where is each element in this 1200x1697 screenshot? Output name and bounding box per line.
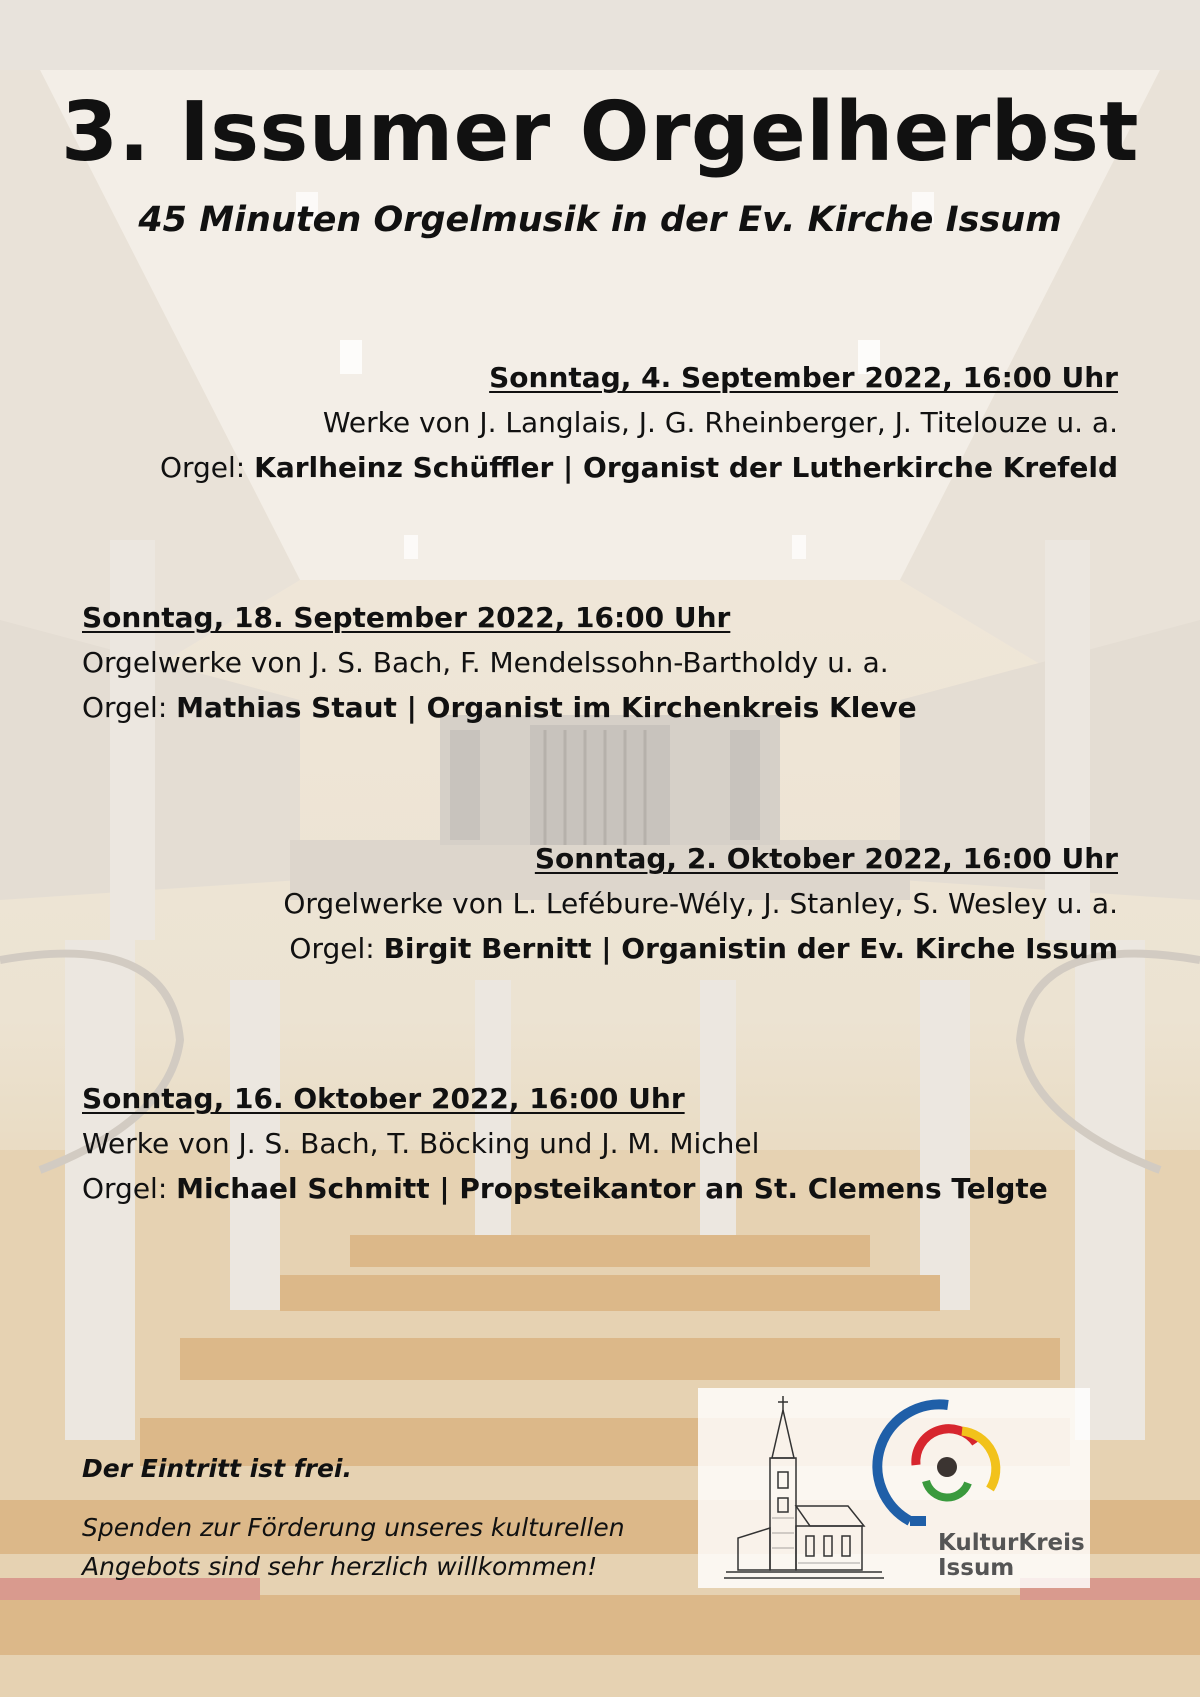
organ-label: Orgel: xyxy=(289,932,384,965)
event-date: Sonntag, 16. Oktober 2022, 16:00 Uhr xyxy=(82,1082,685,1115)
event-4 xyxy=(82,1076,1122,1211)
organ-label: Orgel: xyxy=(82,691,177,724)
event-3 xyxy=(78,836,1118,971)
donation-note xyxy=(82,1508,722,1586)
logo-name-line: KulturKreis xyxy=(938,1530,1085,1556)
donation-line: Spenden zur Förderung unseres kulturellen xyxy=(82,1513,625,1542)
event-works: Werke von J. S. Bach, T. Böcking und J. M. Michel xyxy=(82,1127,760,1160)
logo-name-line: Issum xyxy=(938,1555,1015,1581)
admission-note: Der Eintritt ist frei. xyxy=(82,1454,352,1483)
event-date: Sonntag, 2. Oktober 2022, 16:00 Uhr xyxy=(534,842,1118,875)
event-performer: Mathias Staut | Organist im Kirchenkreis Kleve xyxy=(176,691,917,724)
event-performer: Birgit Bernitt | Organistin der Ev. Kirche Issum xyxy=(383,932,1118,965)
event-works: Werke von J. Langlais, J. G. Rheinberger, J. Titelouze u. a. xyxy=(322,406,1118,439)
event-performer: Michael Schmitt | Propsteikantor an St. Clemens Telgte xyxy=(176,1172,1048,1205)
event-2 xyxy=(82,595,1122,730)
event-organ-line xyxy=(82,1166,1122,1211)
page-title: 3. Issumer Orgelherbst xyxy=(60,85,1139,180)
event-organ-line xyxy=(78,445,1118,490)
event-works: Orgelwerke von L. Lefébure-Wély, J. Stanley, S. Wesley u. a. xyxy=(283,887,1118,920)
event-1 xyxy=(78,355,1118,490)
event-performer: Karlheinz Schüffler | Organist der Lutherkirche Krefeld xyxy=(254,451,1118,484)
donation-line: Angebots sind sehr herzlich willkommen! xyxy=(82,1552,598,1581)
event-date: Sonntag, 4. September 2022, 16:00 Uhr xyxy=(489,361,1118,394)
event-organ-line xyxy=(78,926,1118,971)
kulturkreis-logo-icon xyxy=(858,1393,1028,1543)
organ-label: Orgel: xyxy=(82,1172,177,1205)
page-subtitle: 45 Minuten Orgelmusik in der Ev. Kirche Issum xyxy=(138,200,1062,240)
event-organ-line xyxy=(82,685,1122,730)
event-works: Orgelwerke von J. S. Bach, F. Mendelssohn-Bartholdy u. a. xyxy=(82,646,889,679)
event-date: Sonntag, 18. September 2022, 16:00 Uhr xyxy=(82,601,731,634)
sponsor-logo-box xyxy=(698,1388,1090,1588)
organ-label: Orgel: xyxy=(159,451,255,484)
kulturkreis-name xyxy=(938,1531,1085,1581)
